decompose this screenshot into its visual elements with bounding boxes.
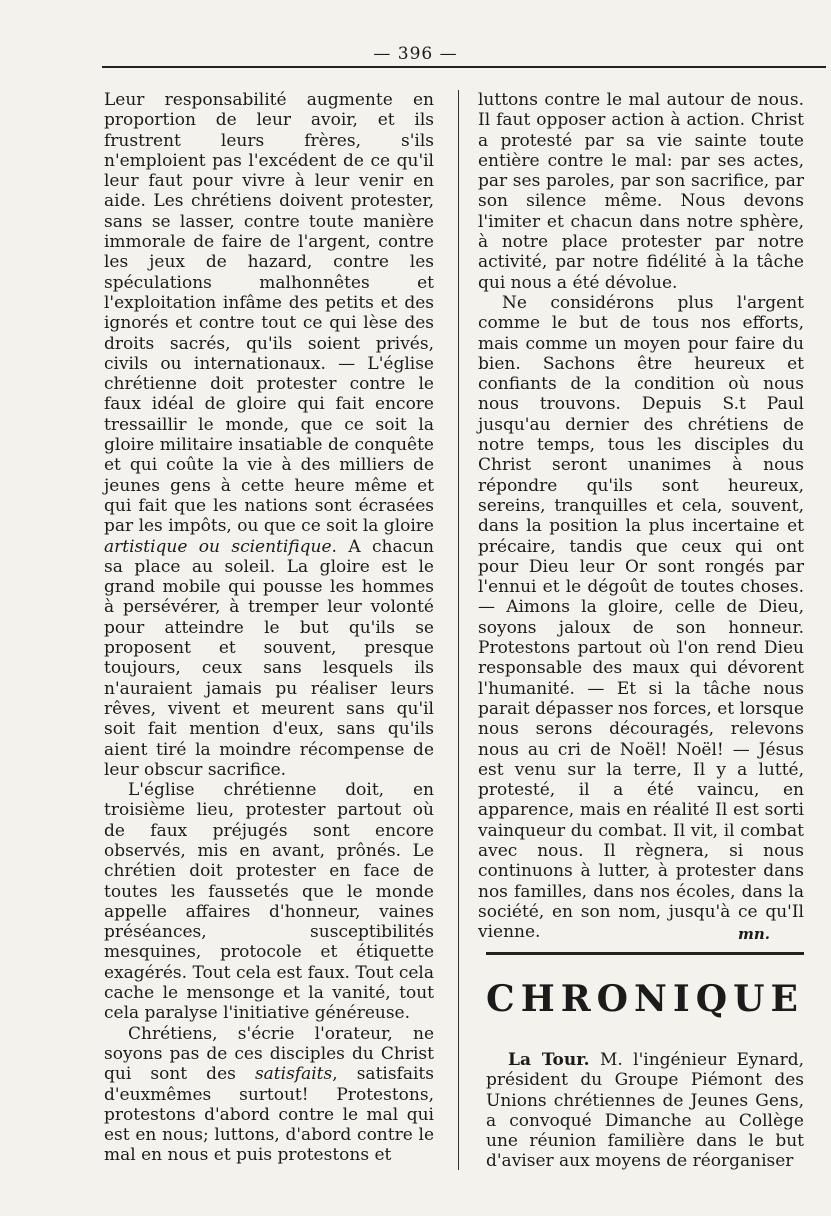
left-p1-end: . A chacun sa place au soleil. La gloire est le grand mobile qui pousse les hommes à persévérer, à tremper leur volonté pour atteindre le but qu'ils se proposent et souvent, presque toujours, ceux sans lesquels ils n'auraient jamais pu réaliser leurs rêves, vivent et meurent sans qu'il soit fait mention d'eux, sans qu'ils aient tiré la moindre récompense de leur obscur sacrifice.: [104, 536, 434, 780]
signature: mn.: [738, 925, 770, 943]
column-divider: [458, 90, 459, 1170]
left-p1-italic: artistique ou scientifique: [104, 536, 332, 557]
left-p3-italic: satisfaits: [254, 1064, 333, 1085]
right-paragraph-1: luttons contre le mal autour de nous. Il faut opposer action à action. Christ a protesté par sa vie sainte toute entière contre le mal: par ses actes, par ses paroles, par son sacrifice, par son silence même. Nous devons l'imiter et chacun dans notre sphère, à notre place protester par notre activité, par notre fidélité à la tâche qui nous a été dévolue.: [478, 90, 804, 293]
left-p3-end: , satisfaits d'euxmêmes surtout! Protestons, protestons d'abord contre le mal qui est en nous; luttons, d'abord contre le mal en nous et puis protestons et: [104, 1064, 434, 1166]
chronique-text: M. l'ingénieur Eynard, président du Groupe Piémont des Unions chrétiennes de Jeunes Gens, a convoqué Dimanche au Collège une réunion familière dans le but d'aviser aux moyens de réorganiser: [486, 1050, 804, 1172]
left-paragraph-2: L'église chrétienne doit, en troisième lieu, protester partout où de faux préjugés sont encore observés, mis en avant, prônés. Le chrétien doit protester en face de toutes les faussetés que le monde appelle affaires d'honneur, vaines préséances, susceptibilités mesquines, protocole et étiquette exagérés. Tout cela est faux. Tout cela cache le mensonge et la vanité, tout cela paralyse l'initiative généreuse.: [104, 780, 434, 1024]
left-paragraph-1: [104, 90, 434, 780]
page-number: — 396 —: [373, 44, 458, 64]
chronique-paragraph: [486, 1050, 804, 1172]
chronique-place: La Tour.: [508, 1050, 590, 1070]
section-rule: [486, 952, 804, 955]
left-p3-start: Chrétiens, s'écrie l'orateur, ne soyons pas de ces disciples du Christ qui sont des: [104, 1023, 434, 1085]
header-rule: [102, 66, 826, 68]
chronique-body: [486, 1050, 804, 1172]
chronique-heading: CHRONIQUE: [486, 978, 804, 1020]
right-column: [478, 90, 804, 942]
left-p1-text: Leur responsabilité augmente en proportion de leur avoir, et ils frustrent leurs frères, s'ils n'emploient pas l'excédent de ce qu'il leur faut pour vivre à leur venir en aide. Les chrétiens doivent protester, sans se lasser, contre toute manière immorale de faire de l'argent, contre les jeux de hazard, contre les spéculations malhonnêtes et l'exploitation infâme des petits et des ignorés et contre tout ce qui lèse des droits sacrés, qu'ils soient privés, civils ou internationaux. — L'église chrétienne doit protester contre le faux idéal de gloire qui fait encore tressaillir le monde, que ce soit la gloire militaire insatiable de conquête et qui coûte la vie à des milliers de jeunes gens à cette heure même et qui fait que les nations sont écrasées par les impôts, ou que ce soit la gloire: [104, 90, 434, 537]
left-column: [104, 90, 434, 1166]
left-paragraph-3: [104, 1024, 434, 1166]
right-paragraph-2: Ne considérons plus l'argent comme le but de tous nos efforts, mais comme un moyen pour faire du bien. Sachons être heureux et confiants de la condition où nous nous trouvons. Depuis S.t Paul jusqu'au dernier des chrétiens de notre temps, tous les disciples du Christ seront unanimes à nous répondre qu'ils sont heureux, sereins, tranquilles et cela, souvent, dans la position la plus incertaine et précaire, tandis que ceux qui ont pour Dieu leur Or sont rongés par l'ennui et le dégoût de toutes choses. — Aimons la gloire, celle de Dieu, soyons jaloux de son honneur. Protestons partout où l'on rend Dieu responsable des maux qui dévorent l'humanité. — Et si la tâche nous parait dépasser nos forces, et lorsque nous serons découragés, relevons nous au cri de Noël! Noël! — Jésus est venu sur la terre, Il y a lutté, protesté, il a été vaincu, en apparence, mais en réalité Il est sorti vainqueur du combat. Il vit, il combat avec nous. Il règnera, si nous continuons à lutter, à protester dans nos familles, dans nos écoles, dans la société, en son nom, jusqu'à ce qu'Il vienne.: [478, 292, 804, 943]
